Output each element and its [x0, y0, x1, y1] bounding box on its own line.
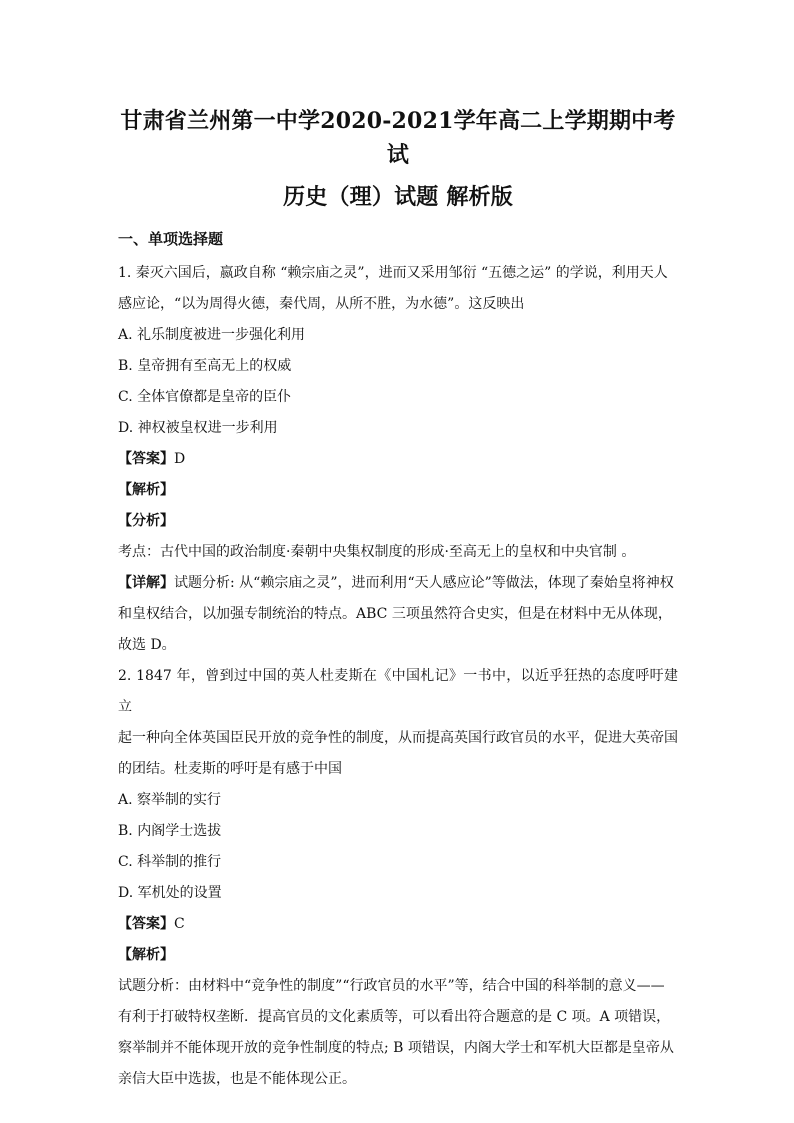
q2-analysis-line3: 察举制并不能体现开放的竞争性制度的特点; B 项错误，内阁大学士和军机大臣都是皇帝从 — [118, 1040, 674, 1056]
q1-option-a: A. 礼乐制度被进一步强化利用 — [118, 327, 306, 343]
q1-stem-line2: 感应论，“以为周得火德，秦代周，从所不胜，为水德”。这反映出 — [118, 296, 525, 312]
q1-fenxi-tag-line — [118, 506, 678, 537]
q1-analysis-tag: 【解析】 — [118, 482, 174, 498]
q1-option-b: B. 皇帝拥有至高无上的权威 — [118, 358, 292, 374]
q1-kaodian: 考点：古代中国的政治制度·秦朝中央集权制度的形成·至高无上的皇权和中央官制 。 — [118, 544, 636, 560]
q2-answer-value: C — [174, 916, 185, 932]
q1-analysis-tag-line — [118, 475, 678, 506]
q2-analysis-line2: 有利于打破特权垄断．提高官员的文化素质等，可以看出符合题意的是 C 项。A 项错误， — [118, 1009, 671, 1025]
q1-answer-value: D — [174, 451, 186, 467]
q1-detail-tag: 【详解】 — [118, 575, 174, 591]
q2-stem-line2: 起一种向全体英国臣民开放的竞争性的制度，从而提高英国行政官员的水平，促进大英帝国 — [118, 730, 678, 746]
q1-detail-line3: 故选 D。 — [118, 637, 176, 653]
q1-detail-line1 — [118, 568, 678, 599]
q1-option-c: C. 全体官僚都是皇帝的臣仆 — [118, 389, 292, 405]
q1-option-d: D. 神权被皇权进一步利用 — [118, 420, 278, 436]
q2-option-a: A. 察举制的实行 — [118, 792, 222, 808]
q2-stem-line1: 2. 1847 年，曾到过中国的英人杜麦斯在《中国札记》一书中，以近乎狂热的态度呼吁建立 — [118, 668, 678, 715]
q1-answer-tag: 【答案】 — [118, 451, 174, 467]
q2-option-d: D. 军机处的设置 — [118, 885, 222, 901]
q2-analysis-line4: 亲信大臣中选拔，也是不能体现公正。 — [118, 1071, 356, 1087]
q2-option-c: C. 科举制的推行 — [118, 854, 222, 870]
section-heading: 一、单项选择题 — [118, 230, 224, 248]
q2-analysis-line1: 试题分析：由材料中“竞争性的制度”“行政官员的水平”等，结合中国的科举制的意义—— — [118, 978, 665, 994]
q1-stem-line1: 1. 秦灭六国后，嬴政自称 “赖宗庙之灵”，进而又采用邹衍 “五德之运” 的学说，利用天人 — [118, 265, 668, 281]
q1-answer — [118, 444, 678, 475]
q1-fenxi-tag: 【分析】 — [118, 513, 174, 529]
document-content — [118, 104, 678, 1095]
q2-answer-tag: 【答案】 — [118, 916, 174, 932]
q2-option-b: B. 内阁学士选拔 — [118, 823, 222, 839]
q1-detail-line2: 和皇权结合，以加强专制统治的特点。ABC 三项虽然符合史实，但是在材料中无从体现， — [118, 606, 672, 622]
q2-analysis-tag-line — [118, 940, 678, 971]
q2-stem-line3: 的团结。杜麦斯的呼吁是有感于中国 — [118, 761, 342, 777]
doc-title-line2: 历史（理）试题 解析版 — [283, 184, 513, 210]
q1-detail-text1: 试题分析: 从“赖宗庙之灵”，进而利用“天人感应论”等做法，体现了秦始皇将神权 — [174, 575, 674, 591]
question-2 — [118, 661, 678, 1095]
q2-analysis-tag: 【解析】 — [118, 947, 174, 963]
q2-answer — [118, 909, 678, 940]
doc-title-line1: 甘肃省兰州第一中学2020-2021学年高二上学期期中考试 — [120, 108, 676, 168]
question-1 — [118, 258, 678, 661]
